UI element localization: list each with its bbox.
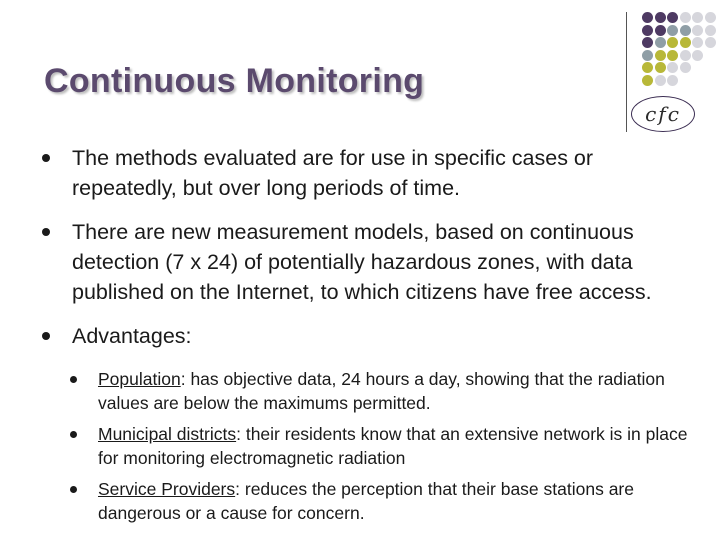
logo-dot bbox=[655, 25, 666, 36]
logo-dot bbox=[667, 50, 678, 61]
sub-bullet-text: : their residents know that an extensive network is in place for monitoring electromagnetic radiation bbox=[98, 424, 688, 468]
logo-dot bbox=[642, 62, 653, 73]
logo-dot bbox=[655, 50, 666, 61]
logo-dot bbox=[692, 25, 703, 36]
bullet-text: There are new measurement models, based on continuous detection (7 x 24) of potentially hazardous zones, with data published on the Internet, to which citizens have free access. bbox=[72, 220, 652, 304]
logo-dot bbox=[705, 12, 716, 23]
sub-bullet-marker bbox=[70, 486, 77, 493]
logo-dot bbox=[680, 50, 691, 61]
logo-dot bbox=[655, 75, 666, 86]
bullet-marker bbox=[42, 154, 50, 162]
logo-dot bbox=[705, 25, 716, 36]
logo-dot bbox=[642, 12, 653, 23]
cfc-logo: cfc bbox=[631, 96, 695, 132]
logo-dot bbox=[692, 50, 703, 61]
bullet-item bbox=[42, 321, 702, 351]
sub-bullet-item bbox=[70, 367, 710, 415]
sub-bullet-text: : has objective data, 24 hours a day, showing that the radiation values are below the maximums permitted. bbox=[98, 369, 665, 413]
logo-dot bbox=[642, 50, 653, 61]
header-divider bbox=[626, 12, 627, 132]
bullet-marker bbox=[42, 332, 50, 340]
logo-dot bbox=[655, 12, 666, 23]
sub-bullet-term: Service Providers bbox=[98, 479, 236, 499]
logo-dot bbox=[642, 75, 653, 86]
logo-dot bbox=[705, 37, 716, 48]
sub-bullet-marker bbox=[70, 431, 77, 438]
logo-dot bbox=[680, 62, 691, 73]
logo-dot bbox=[655, 62, 666, 73]
sub-bullet-list bbox=[70, 367, 710, 532]
sub-bullet-marker bbox=[70, 376, 77, 383]
logo-dot bbox=[642, 25, 653, 36]
sub-bullet-item bbox=[70, 477, 710, 525]
dot-grid-logo bbox=[642, 12, 717, 87]
bullet-list bbox=[42, 143, 702, 365]
bullet-item bbox=[42, 217, 702, 307]
logo-dot bbox=[680, 25, 691, 36]
logo-dot bbox=[642, 37, 653, 48]
logo-dot bbox=[667, 75, 678, 86]
bullet-text: Advantages: bbox=[72, 324, 192, 348]
logo-dot bbox=[692, 37, 703, 48]
sub-bullet-text: : reduces the perception that their base stations are dangerous or a cause for concern. bbox=[98, 479, 634, 523]
logo-dot bbox=[667, 62, 678, 73]
logo-dot bbox=[667, 37, 678, 48]
logo-dot bbox=[655, 37, 666, 48]
sub-bullet-term: Municipal districts bbox=[98, 424, 237, 444]
logo-dot bbox=[692, 12, 703, 23]
bullet-text: The methods evaluated are for use in specific cases or repeatedly, but over long periods of time. bbox=[72, 146, 594, 200]
logo-dot bbox=[680, 12, 691, 23]
logo-dot bbox=[680, 37, 691, 48]
bullet-item bbox=[42, 143, 702, 203]
logo-dot bbox=[667, 12, 678, 23]
sub-bullet-item bbox=[70, 422, 710, 470]
slide-title: Continuous Monitoring bbox=[44, 62, 425, 100]
sub-bullet-term: Population bbox=[98, 369, 181, 389]
logo-dot bbox=[667, 25, 678, 36]
bullet-marker bbox=[42, 228, 50, 236]
